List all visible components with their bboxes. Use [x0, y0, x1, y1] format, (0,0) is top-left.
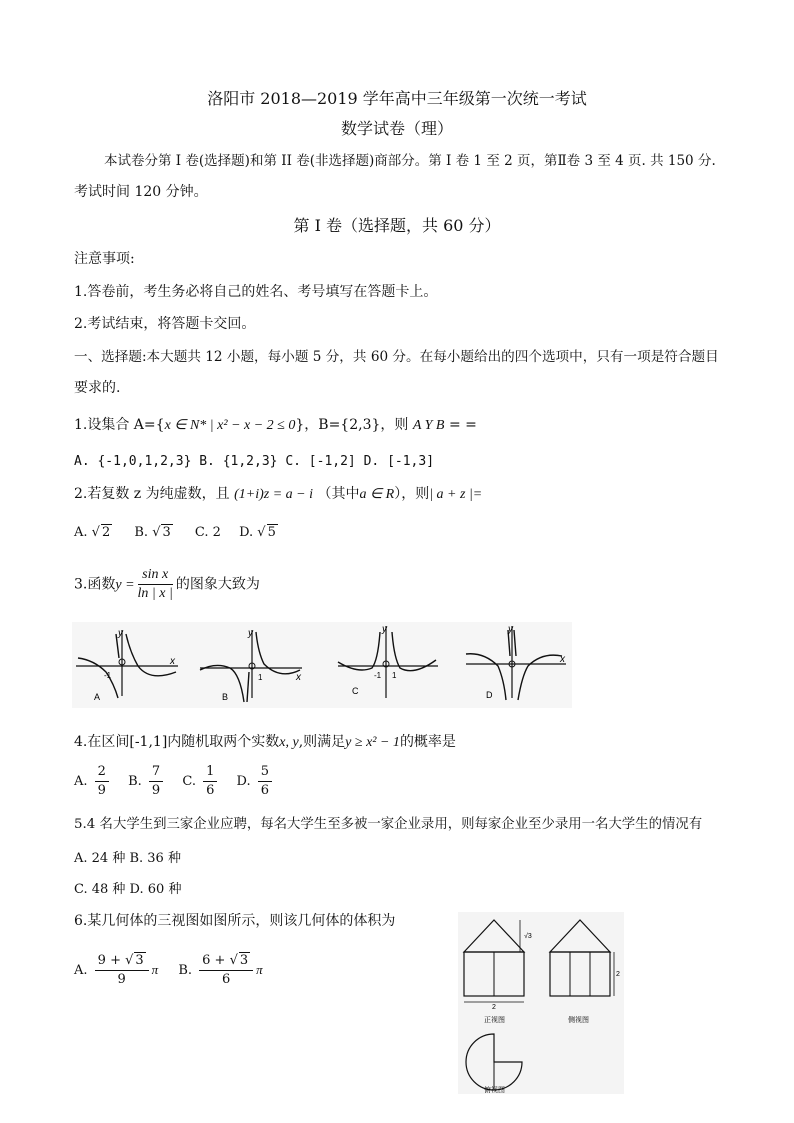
q2-prefix: 2.若复数 z 为纯虚数，且	[74, 486, 230, 502]
q4-opt-c: C.	[182, 774, 196, 789]
q1-options: A. {-1,0,1,2,3} B. {1,2,3} C. [-1,2] D. [-1,3]	[74, 454, 435, 469]
graph-d-x-label: x	[560, 654, 565, 665]
q4-text-post: 的概率是	[399, 734, 456, 750]
exam-subtitle: 数学试卷（理）	[340, 119, 453, 138]
q6-opt-a: A.	[74, 963, 88, 978]
q1-expr: A Y B	[412, 418, 445, 433]
q2-equation: (1+i)z = a − i	[234, 487, 313, 502]
question-5: 5.4 名大学生到三家企业应聘，每名大学生至多被一家企业录用，则每家企业至少录用一名大学生的情况有	[74, 817, 703, 832]
q2-opt-b: B.	[134, 525, 149, 540]
q3-suffix: 的图象大致为	[175, 576, 260, 593]
q2-condition: a ∈ R	[359, 487, 395, 502]
q6-options	[74, 952, 263, 989]
q4-options	[74, 763, 275, 800]
q6-b-num-pre: 6 +	[202, 953, 226, 968]
q6-a-num-pre: 9 +	[97, 953, 121, 968]
q4-c-den: 6	[206, 783, 215, 798]
front-view-label: 正视图	[484, 1017, 505, 1024]
graph-a-y-label: y	[118, 628, 123, 639]
q1-suffix: = =	[448, 417, 477, 433]
q6-opt-a-frac: $\frac{9 + √ 3}{9}$	[95, 952, 149, 989]
q4-opt-b-frac	[149, 763, 163, 800]
notes-item-2: 2.考试结束，将答题卡交回。	[74, 316, 256, 332]
graph-b-y-label: y	[248, 628, 253, 639]
notes-item-1: 1.答卷前，考生务必将自己的姓名、考号填写在答题卡上。	[74, 284, 438, 300]
graph-a-x-label: x	[170, 656, 175, 667]
q2-opt-d-radicand: 5	[267, 525, 276, 540]
question-1	[74, 414, 477, 434]
front-view-height: √3	[524, 933, 532, 940]
q4-c-num: 1	[203, 763, 217, 782]
graph-b-x-label: x	[296, 672, 301, 683]
intro-line-1: 本试卷分第 I 卷(选择题)和第 II 卷(非选择题)商部分。第 I 卷 1 至 2 页，第Ⅱ卷 3 至 4 页. 共 150 分.	[104, 153, 716, 169]
side-view-label: 侧视图	[568, 1017, 589, 1024]
q1-prefix: 1.设集合 A={	[74, 417, 165, 433]
q6-b-num-rad: 3	[239, 953, 249, 968]
q1-set-a: x ∈ N* | x² − x − 2 ≤ 0	[164, 418, 296, 433]
q4-d-den: 6	[260, 783, 270, 798]
q2-opt-a-radicand: 2	[101, 525, 111, 540]
q4-b-den: 9	[151, 783, 161, 798]
q4-opt-d-frac	[258, 763, 272, 800]
side-view-dim: 2	[616, 971, 620, 978]
q6-opt-b-frac: $\frac{6 + √ 3}{6}$	[199, 952, 253, 989]
graph-a-label: A	[94, 692, 101, 702]
part-title: 第 I 卷（选择题，共 60 分）	[293, 216, 501, 235]
q4-opt-a: A.	[74, 774, 88, 789]
q2-opt-b-radicand: 3	[162, 525, 171, 540]
graph-c-tick-pos: 1	[392, 671, 397, 680]
q4-b-num: 7	[149, 763, 163, 782]
q2-opt-c: C. 2	[194, 525, 221, 540]
q4-a-num: 2	[95, 763, 109, 782]
q4-opt-a-frac	[95, 763, 109, 800]
q4-opt-b: B.	[128, 774, 142, 789]
q4-a-den: 9	[97, 783, 106, 798]
q6-three-view-figure	[458, 912, 624, 1094]
q4-vars: x, y	[279, 735, 299, 750]
q5-options-ab: A. 24 种 B. 36 种	[74, 851, 181, 866]
q3-fraction	[138, 566, 173, 603]
q6-a-num-rad: 3	[135, 953, 144, 968]
graph-c-tick-neg: -1	[374, 671, 382, 680]
question-6: 6.某几何体的三视图如图所示，则该几何体的体积为	[74, 913, 396, 929]
front-view-dim: 2	[492, 1004, 496, 1011]
q2-abs: | a + z |=	[429, 487, 483, 502]
graph-b-tick-pos: 1	[258, 673, 263, 682]
q2-cond-pre: （其中	[317, 486, 360, 502]
q6-b-den: 6	[222, 972, 231, 987]
graph-c-label: C	[352, 686, 359, 696]
intro-line-2: 考试时间 120 分钟。	[74, 184, 208, 200]
q4-text-pre: 4.在区间[-1,1]内随机取两个实数	[74, 734, 280, 750]
graph-c-y-label: y	[382, 624, 387, 635]
section-line-1: 一、选择题:本大题共 12 小题，每小题 5 分，共 60 分。在每小题给出的四个选项中，只有一项是符合题目	[74, 349, 719, 365]
question-4	[74, 731, 456, 751]
question-2	[74, 483, 482, 503]
graph-a-tick-neg: -1	[104, 671, 112, 680]
q3-graphs	[72, 622, 572, 708]
q2-opt-d: D.	[239, 525, 254, 540]
question-3	[74, 566, 260, 603]
graph-d-label: D	[486, 690, 493, 700]
q3-denominator: ln | x |	[137, 586, 173, 601]
q6-a-den: 9	[117, 972, 126, 987]
q4-inequality: y ≥ x² − 1	[345, 735, 400, 750]
q6-opt-b: B.	[178, 963, 193, 978]
section-line-2: 要求的.	[74, 380, 121, 396]
q4-opt-d: D.	[236, 774, 251, 789]
q3-prefix: 3.函数	[74, 576, 116, 593]
q4-text-mid: ,则满足	[298, 734, 346, 750]
exam-title: 洛阳市 2018—2019 学年高中三年级第一次统一考试	[207, 89, 587, 108]
q1-mid: }，B={2,3}，则	[295, 417, 409, 433]
q2-options: A. √ 2 B. √ 3 C. 2 D. √ 5	[74, 525, 276, 540]
q2-opt-a: A.	[74, 525, 88, 540]
q3-numerator: sin x	[138, 566, 173, 585]
q3-y: y =	[115, 577, 135, 593]
notes-heading: 注意事项:	[74, 251, 135, 267]
graph-b-label: B	[222, 692, 229, 702]
q4-d-num: 5	[258, 763, 272, 782]
q6-a-pi: π	[151, 962, 159, 977]
q5-options-cd: C. 48 种 D. 60 种	[74, 882, 182, 897]
q4-opt-c-frac	[203, 763, 217, 800]
q2-cond-post: ），则	[394, 486, 430, 502]
q6-b-pi: π	[256, 962, 263, 977]
graph-d-y-label: y	[508, 624, 513, 635]
top-view-label: 俯视图	[484, 1087, 505, 1094]
